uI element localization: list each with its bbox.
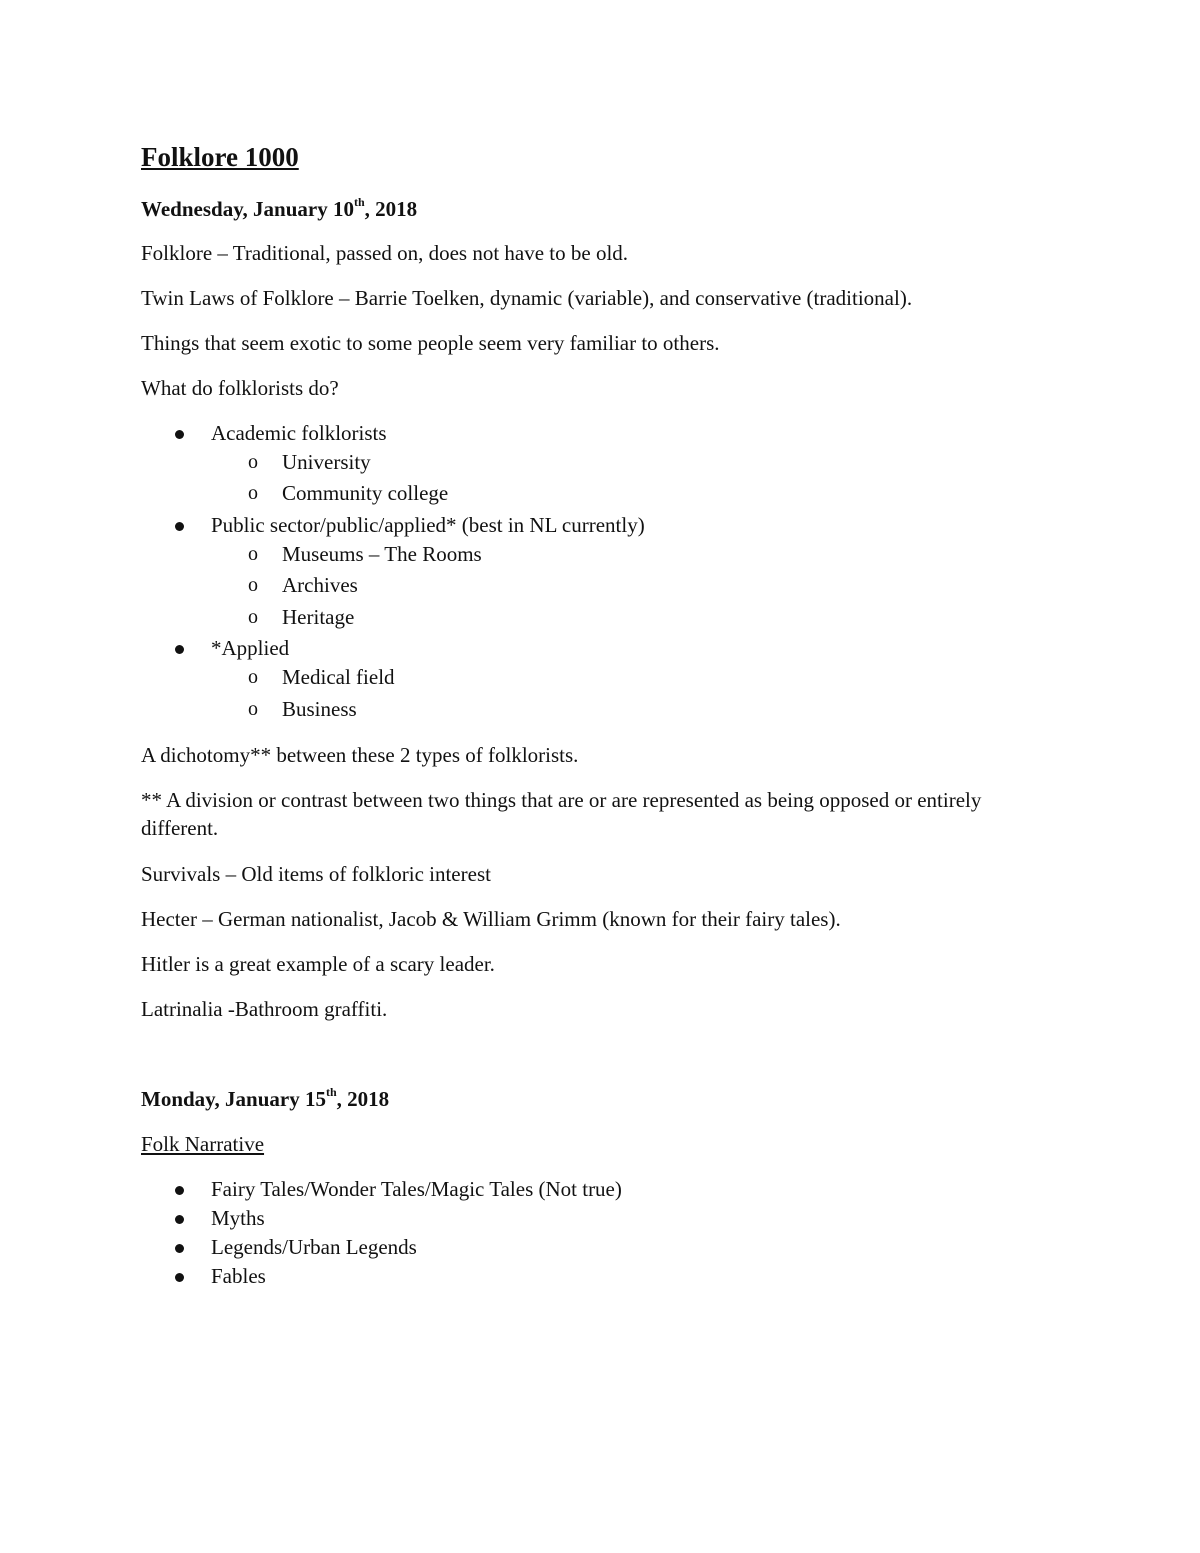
paragraph-question: What do folklorists do? (141, 376, 339, 400)
list-item-label: Fairy Tales/Wonder Tales/Magic Tales (Not true) (211, 1177, 622, 1201)
paragraph-dichotomy-definition: ** A division or contrast between two things that are or are represented as being opposed or entirely different. (141, 788, 982, 840)
sub-bullet-icon: o (248, 574, 258, 596)
list-item-label: Legends/Urban Legends (211, 1235, 417, 1259)
section1-date (141, 196, 417, 222)
bullet-icon (175, 522, 184, 531)
sub-bullet-icon: o (248, 606, 258, 628)
section1-date-suffix: , 2018 (364, 197, 418, 221)
bullet-icon (175, 430, 184, 439)
list-item-label: Public sector/public/applied* (best in NL currently) (211, 513, 645, 537)
list-item-label: Academic folklorists (211, 421, 387, 445)
bullet-icon (175, 1244, 184, 1253)
paragraph-hitler: Hitler is a great example of a scary leader. (141, 952, 495, 976)
document-title: Folklore 1000 (141, 142, 299, 172)
paragraph-exotic: Things that seem exotic to some people seem very familiar to others. (141, 331, 720, 355)
paragraph-hecter: Hecter – German nationalist, Jacob & William Grimm (known for their fairy tales). (141, 907, 841, 931)
section2-date-suffix: , 2018 (336, 1087, 390, 1111)
sub-bullet-icon: o (248, 543, 258, 565)
section1-date-sup: th (353, 195, 365, 209)
sub-list-item-label: Community college (282, 481, 449, 505)
list-item-label: *Applied (211, 636, 290, 660)
sub-list-item-label: Archives (282, 573, 358, 597)
sub-list-item-label: Museums – The Rooms (282, 542, 482, 566)
sub-bullet-icon: o (248, 666, 258, 688)
sub-bullet-icon: o (248, 698, 258, 720)
paragraph-survivals: Survivals – Old items of folkloric interest (141, 862, 491, 886)
bullet-icon (175, 1273, 184, 1282)
bullet-icon (175, 645, 184, 654)
section2-date (141, 1086, 389, 1112)
sub-list-item-label: Heritage (282, 605, 355, 629)
list-item-label: Fables (211, 1264, 266, 1288)
sub-bullet-icon: o (248, 451, 258, 473)
list-item-label: Myths (211, 1206, 265, 1230)
paragraph-latrinalia: Latrinalia -Bathroom graffiti. (141, 997, 388, 1021)
sub-bullet-icon: o (248, 482, 258, 504)
bullet-icon (175, 1215, 184, 1224)
section2-subheading: Folk Narrative (141, 1132, 265, 1156)
paragraph-twin-laws: Twin Laws of Folklore – Barrie Toelken, dynamic (variable), and conservative (traditional). (141, 286, 913, 310)
sub-list-item-label: Business (282, 697, 357, 721)
section1-date-prefix: Wednesday, January 10 (141, 197, 354, 221)
sub-list-item-label: Medical field (282, 665, 395, 689)
paragraph-folklore-definition: Folklore – Traditional, passed on, does not have to be old. (141, 241, 629, 265)
paragraph-dichotomy: A dichotomy** between these 2 types of folklorists. (141, 743, 579, 767)
sub-list-item-label: University (282, 450, 371, 474)
section2-date-sup: th (325, 1085, 337, 1099)
section2-date-prefix: Monday, January 15 (141, 1087, 326, 1111)
bullet-icon (175, 1186, 184, 1195)
